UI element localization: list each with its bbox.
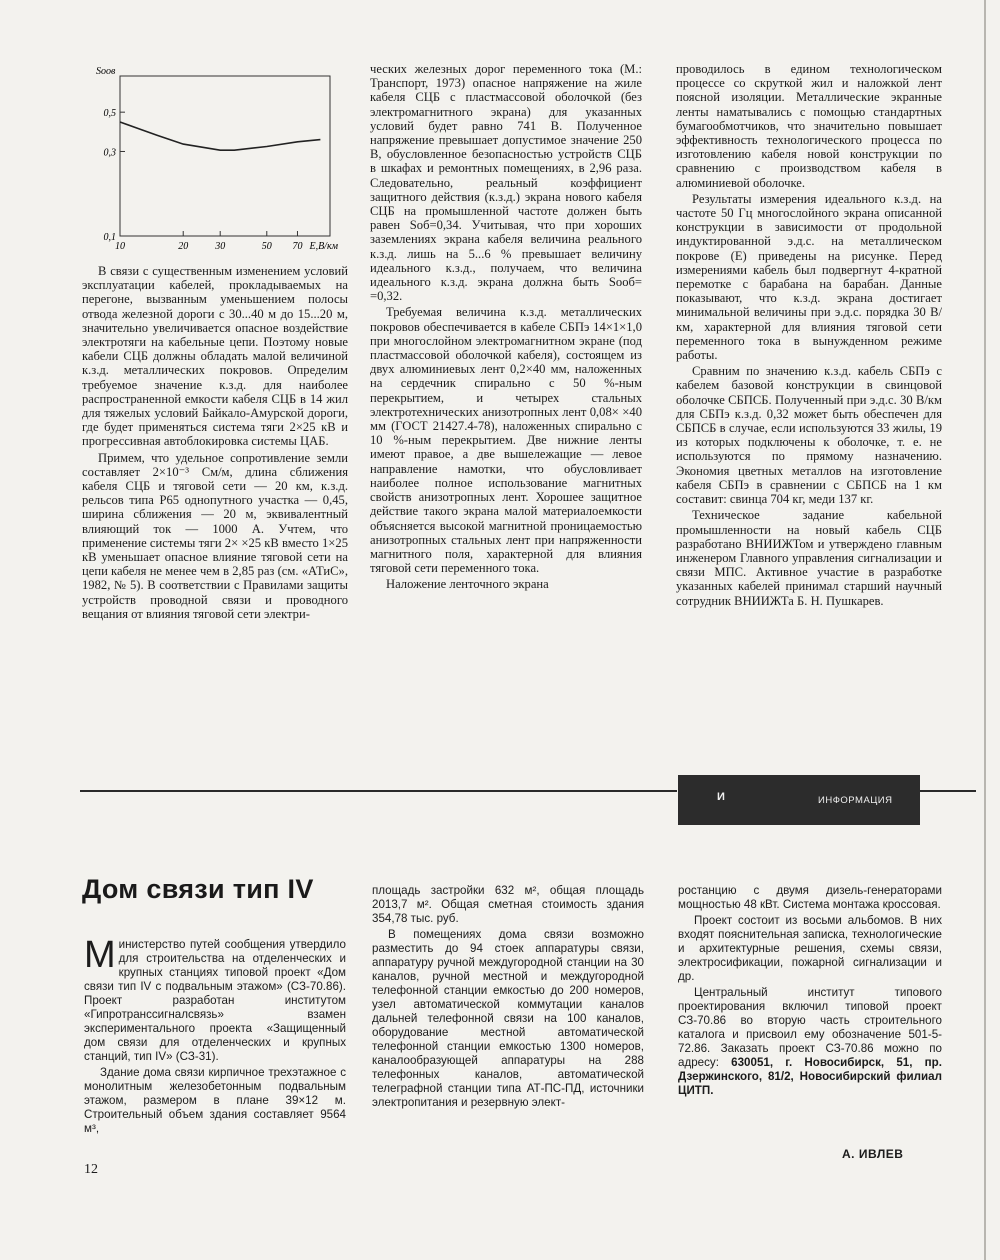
chart-y-ticks [104, 108, 126, 243]
order-address: 630051, г. Новосибирск, 51, пр. Дзержинского, 81/2, Новосибирский филиал ЦИТП. [678, 1056, 942, 1097]
column-2 [370, 62, 642, 592]
column-1 [82, 264, 348, 621]
section-mark: И [717, 791, 725, 803]
col2-paragraph-1: ческих железных дорог переменного тока (М.: Транспорт, 1973) опасное напряжение на жиле кабеля СЦБ с пластмассовой оболочкой (без электромагнитного экрана) для указанных условий будет равно 741 В. Полученное напряжение превышает допустимое значение 250 В, обусловленное безопасностью устройств СЦБ в шкафах и ремонтных помещениях, в 2,96 раза. Следовательно, реальный коэффициент защитного действия (к.з.д.) экрана нового кабеля СЦБ на промышленной частоте должен быть равен Sоб=0,34. Учитывая, что при хороших заземлениях экрана кабеля величина реального к.з.д. лишь на 5...6 % превышает величину идеального к.з.д., получаем, что величина идеального к.з.д. экрана должна быть Sооб= =0,32. [370, 62, 642, 304]
article-c3-paragraph-2: Проект состоит из восьми альбомов. В них входят пояснительная записка, технологические и архитектурные решения, схемы связи, электросификации, пожарной сигнализации и др. [678, 914, 942, 983]
col2-paragraph-3: Наложение ленточного экрана [386, 577, 549, 592]
ksd-chart [82, 60, 352, 260]
col1-paragraph-1: В связи с существенным изменением условий эксплуатации кабелей, прокладываемых на перегоне, вызванным уменьшением полосы отвода железной дороги с 30...40 м до 15...20 м, значительно увеличивается опасное воздействие электротяги на кабельные цепи. Поэтому новые кабели СЦБ должны обладать малой величиной к.з.д. металлических покровов. Определим требуемое значение к.з.д. для наиболее распространенной емкости кабеля СЦБ в 14 жил для тяжелых условий Байкало-Амурской дороги, где будет применяться система тяги 2×25 кВ и прогрессивная автоблокировка системы ЦАБ. [82, 264, 348, 449]
article-c3-paragraph-3 [678, 986, 942, 1098]
chart-y-tick-label: 0,3 [103, 147, 116, 159]
col3-paragraph-2: Результаты измерения идеального к.з.д. на частоте 50 Гц многослойного экрана описанной конструкции в зависимости от продольной индуктированной э.д.с. на металлическом покрове (Е) приведены на рисунке. Перед измерениями кабель был подвергнут 4-кратной перемотке с барабана на барабан. Данные показывают, что к.з.д. экрана достигает минимальной величины при э.д.с. порядка 30 В/км, характерной для влияния тяговой сети переменного тока в вынужденном режиме работы. [676, 191, 942, 363]
chart-x-ticks [115, 231, 339, 252]
col3-paragraph-1: проводилось в едином технологическом процессе со скруткой жил и наложкой лент поясной изоляции. Металлические экранные ленты наматывались с помощью стандартных бумагообмотчиков, что значительно повышает эффективность технологического процесса по изготовлению кабеля новой конструкции по сравнению с производством кабеля в алюминиевой оболочке. [676, 62, 942, 190]
col2-paragraph-2: Требуемая величина к.з.д. металлических покровов обеспечивается в кабеле СБПэ 14×1×1,0 при многослойном электромагнитном экране (под пластмассовой оболочкой кабеля), состоящем из двух алюминиевых лент 0,2×40 мм, наложенных на сердечник спирально с 50 %-ным перекрытием, и четырех стальных электротехнических анизотропных лент 0,08× ×40 мм (ГОСТ 21427.4-78), наложенных спирально с 10 %-ным перекрытием. Две нижние ленты имеют правое, а две вышележащие — левое направление намотки, что обусловливает наиболее полное использование магнитных свойств анизотропных лент. Хорошее защитное действие такого экрана малой материалоемкости объясняется высокой магнитной проницаемостью анизотропных стальных лент при напряженности магнитного поля, характерной для влияния тяговой сети переменного тока. [370, 305, 642, 576]
article-column-1 [84, 934, 346, 1136]
col3-paragraph-3: Сравним по значению к.з.д. кабель СБПэ с кабелем базовой конструкции в свинцовой оболочке СБПСБ. Полученный при э.д.с. 30 В/км для СБПэ к.з.д. 0,32 может быть обеспечен для СБПСБ в случае, если используются 33 жилы, 19 из которых подключены к оболочке, т. е. не используются по прямому назначению. Экономия цветных металлов на изготовление кабеля СБПэ в сравнении с СБПСБ на 1 км составит: свинца 704 кг, меди 137 кг. [676, 364, 942, 507]
col3-paragraph-4: Техническое задание кабельной промышленности на новый кабель СЦБ разработано ВНИИЖТом и утверждено главным инженером Главного управления сигнализации и связи МПС. Активное участие в разработке указанных кабелей принимал старший научный сотрудник ВНИИЖТа Б. Н. Пушкарев. [676, 508, 942, 608]
page-edge [984, 0, 986, 1260]
article-paragraph-2: Здание дома связи кирпичное трехэтажное с монолитным железобетонным подвальным этажом, размером в плане 39×12 м. Строительный объем здания составляет 9564 м³, [84, 1066, 346, 1135]
article-paragraph-1 [84, 934, 346, 1064]
chart-y-label: Sоов [96, 66, 116, 77]
chart-y-tick-label: 0,5 [103, 108, 116, 120]
chart-frame [120, 76, 330, 236]
drop-cap: М [84, 934, 116, 976]
article-p1-text: инистерство путей сообщения утвердило для строительства на отделенческих и крупных станциях типовой проект «Дом связи тип IV с подвальным этажом» (СЗ-70.86). Проект разработан институтом «Гипротранссигналсвязь» взамен экспериментального проекта «Защищенный дом связи для отделенческих и крупных станций, тип IV» (СЗ-31). [84, 938, 346, 1063]
article-c3-paragraph-1: ростанцию с двумя дизель-генераторами мощностью 48 кВт. Система монтажа кроссовая. [678, 884, 942, 911]
section-label: ИНФОРМАЦИЯ [818, 795, 893, 806]
chart-y-tick-label: 0,1 [103, 232, 116, 243]
article-c2-paragraph-2: В помещениях дома связи возможно разместить до 94 стоек аппаратуры связи, аппаратуру ручной междугородной станции на 30 каналов, ручной местной и междугородной телефонной станции емкостью до 200 номеров, узел автоматической коммутации каналов дальней телефонной связи на 100 каналов, оборудование местной автоматической телефонной станции емкостью 1300 номеров, каналообразующей аппаратуры на 288 телефонных каналов, автоматической телеграфной станции типа АТ-ПС-ПД, источники электропитания и резервную элект- [372, 928, 644, 1109]
chart-series-line [120, 122, 320, 150]
chart-x-tick-label: 50 [261, 241, 272, 252]
article-title: Дом связи тип IV [82, 874, 314, 904]
article-c3-p3-text: Центральный институт типового проектирования включил типовой проект СЗ-70.86 во вторую часть строительного каталога и присвоил ему обозначение 501-5-72.86. Заказать проект СЗ-70.86 можно по адресу: [678, 986, 942, 1069]
article-column-3 [678, 884, 942, 1098]
section-rule-left [80, 790, 677, 792]
column-3 [676, 62, 942, 608]
section-rule-right [920, 790, 976, 792]
chart-x-label: E,В/км [309, 241, 339, 252]
author-signature: А. ИВЛЕВ [842, 1147, 904, 1161]
chart-points [120, 122, 320, 150]
chart-x-tick-label: 70 [292, 241, 303, 252]
chart-x-tick-label: 30 [215, 241, 226, 252]
page-number: 12 [84, 1162, 98, 1177]
col1-paragraph-2: Примем, что удельное сопротивление земли составляет 2×10⁻³ См/м, длина сближения кабеля СЦБ и тяговой сети — 20 км, к.з.д. рельсов типа Р65 однопутного участка — 0,45, ширина сближения — 20 м, эквивалентный влияющий ток — 1000 А. Учтем, что применение системы тяги 2× ×25 кВ вместо 1×25 кВ уменьшает опасное влияние тяговой сети на цепи кабеля не менее чем в 2,85 раз (см. «АТиС», 1982, № 5). В соответствии с Правилами защиты устройств проводной связи и проводного вещания от влияния тяговой сети электри- [82, 450, 348, 621]
chart-x-tick-label: 10 [115, 241, 125, 252]
chart-x-tick-label: 20 [178, 241, 189, 252]
article-column-2 [372, 884, 644, 1110]
article-c2-paragraph-1: площадь застройки 632 м², общая площадь 2013,7 м². Общая сметная стоимость здания 354,78 тыс. руб. [372, 884, 644, 925]
